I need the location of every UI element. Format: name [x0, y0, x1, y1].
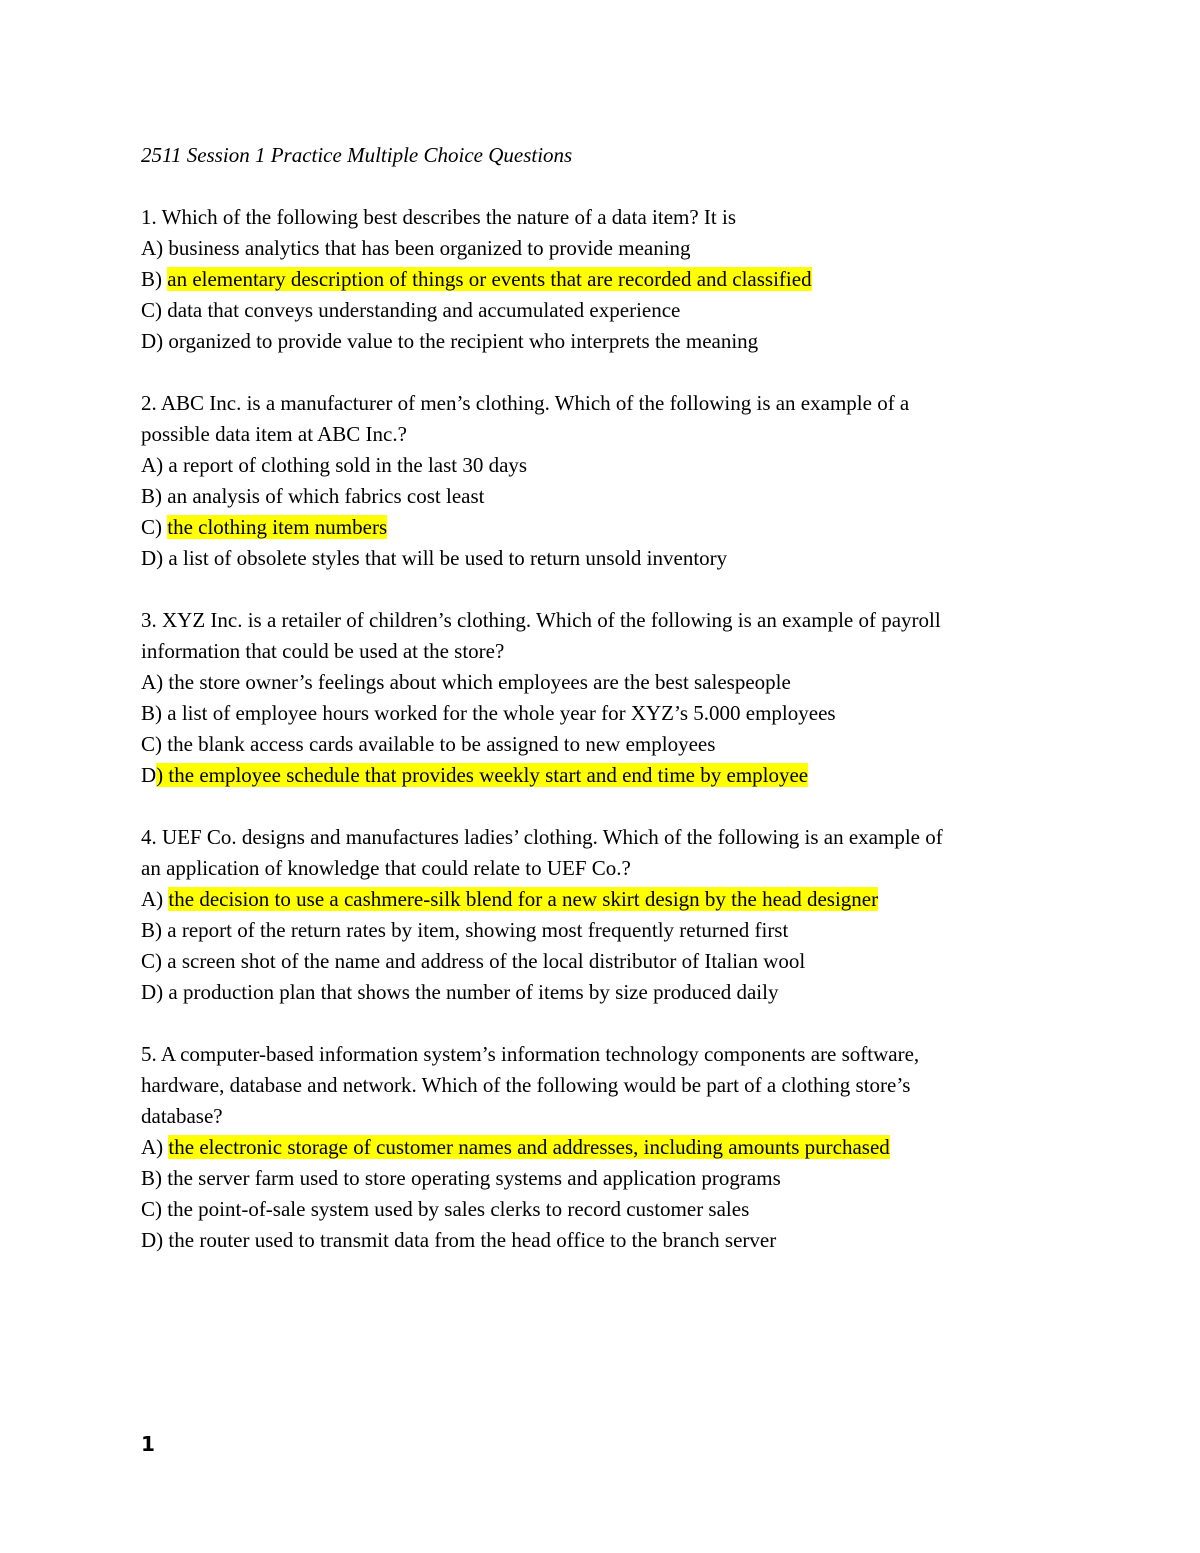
- answer-highlight: an elementary description of things or events that are recorded and classified: [167, 267, 812, 291]
- question-4: [141, 822, 1061, 1008]
- question-1: [141, 202, 1061, 357]
- option-d: D) a production plan that shows the number of items by size produced daily: [141, 980, 779, 1004]
- question-stem: information that could be used at the store?: [141, 639, 505, 663]
- option-b: B) an elementary description of things or events that are recorded and classified: [141, 267, 812, 291]
- option-a: A) the decision to use a cashmere-silk blend for a new skirt design by the head designer: [141, 887, 879, 911]
- option-b: B) the server farm used to store operating systems and application programs: [141, 1166, 781, 1190]
- option-c: C) the point-of-sale system used by sales clerks to record customer sales: [141, 1197, 750, 1221]
- option-d: D) a list of obsolete styles that will be used to return unsold inventory: [141, 546, 728, 570]
- page-number: 1: [141, 1432, 155, 1456]
- option-c: C) data that conveys understanding and accumulated experience: [141, 298, 681, 322]
- question-stem: database?: [141, 1104, 223, 1128]
- question-3: [141, 605, 1061, 791]
- question-stem: hardware, database and network. Which of the following would be part of a clothing store’s: [141, 1073, 911, 1097]
- option-d: D) the employee schedule that provides weekly start and end time by employee: [141, 763, 809, 787]
- question-2: [141, 388, 1061, 574]
- option-d: D) the router used to transmit data from the head office to the branch server: [141, 1228, 777, 1252]
- option-a: A) the store owner’s feelings about which employees are the best salespeople: [141, 670, 791, 694]
- option-c: C) the clothing item numbers: [141, 515, 388, 539]
- question-stem: 1. Which of the following best describes the nature of a data item? It is: [141, 205, 737, 229]
- option-a: A) the electronic storage of customer names and addresses, including amounts purchased: [141, 1135, 890, 1159]
- option-c: C) the blank access cards available to be assigned to new employees: [141, 732, 716, 756]
- document-body: [141, 140, 1061, 1256]
- document-title: 2511 Session 1 Practice Multiple Choice Questions: [141, 143, 573, 167]
- option-b: B) a report of the return rates by item, showing most frequently returned first: [141, 918, 789, 942]
- answer-highlight: ) the employee schedule that provides weekly start and end time by employee: [156, 763, 809, 787]
- option-b: B) an analysis of which fabrics cost least: [141, 484, 485, 508]
- question-stem: 3. XYZ Inc. is a retailer of children’s clothing. Which of the following is an example of payroll: [141, 608, 941, 632]
- option-a: A) business analytics that has been organized to provide meaning: [141, 236, 691, 260]
- answer-highlight: the clothing item numbers: [167, 515, 388, 539]
- option-b: B) a list of employee hours worked for the whole year for XYZ’s 5.000 employees: [141, 701, 836, 725]
- question-stem: 4. UEF Co. designs and manufactures ladies’ clothing. Which of the following is an example of: [141, 825, 943, 849]
- question-stem: 2. ABC Inc. is a manufacturer of men’s clothing. Which of the following is an example of a: [141, 391, 910, 415]
- question-stem: an application of knowledge that could relate to UEF Co.?: [141, 856, 631, 880]
- option-c: C) a screen shot of the name and address of the local distributor of Italian wool: [141, 949, 806, 973]
- answer-highlight: the electronic storage of customer names and addresses, including amounts purchased: [168, 1135, 890, 1159]
- question-5: [141, 1039, 1061, 1256]
- option-d: D) organized to provide value to the recipient who interprets the meaning: [141, 329, 759, 353]
- answer-highlight: the decision to use a cashmere-silk blend for a new skirt design by the head designer: [168, 887, 879, 911]
- question-stem: possible data item at ABC Inc.?: [141, 422, 407, 446]
- option-a: A) a report of clothing sold in the last 30 days: [141, 453, 528, 477]
- question-stem: 5. A computer-based information system’s information technology components are software,: [141, 1042, 920, 1066]
